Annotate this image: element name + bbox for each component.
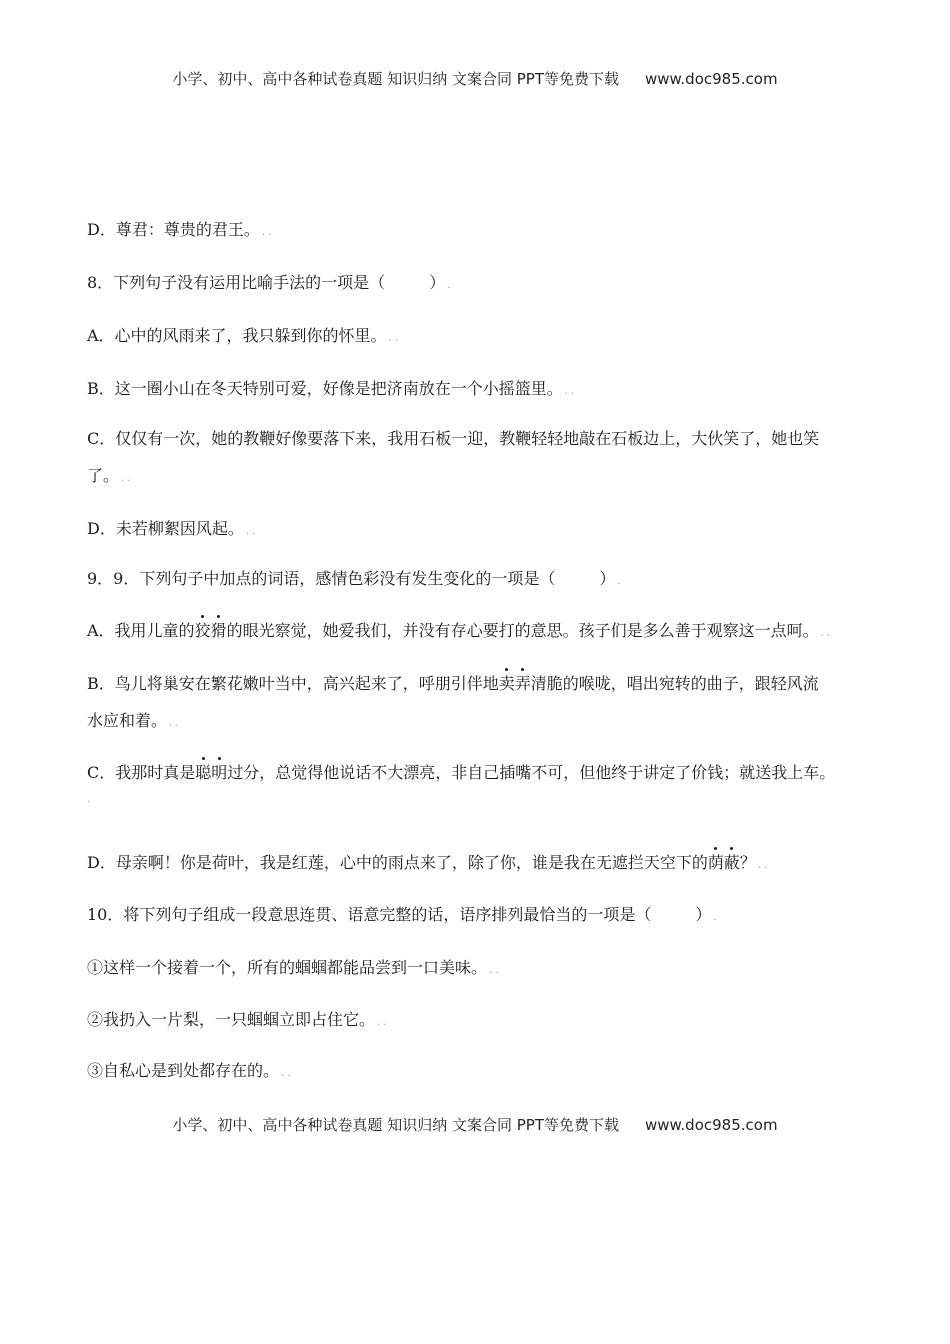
sentence-text: ②我扔入一片梨，一只蝈蝈立即占住它。: [87, 1010, 376, 1029]
question-8-option-b: [87, 378, 574, 403]
question-text: 9．9．下列句子中加点的词语，感情色彩没有发生变化的一项是（: [87, 569, 556, 588]
question-text: 10．将下列句子组成一段意思连贯、语意完整的话，语序排列最恰当的一项是（: [87, 905, 652, 924]
question-9-option-b-line2: [87, 710, 179, 735]
option-text: C．我那时真是: [87, 763, 196, 782]
dotted-char: 蔽: [723, 853, 740, 872]
footer-text: 小学、初中、高中各种试卷真题 知识归纳 文案合同 PPT等免费下载: [172, 1116, 619, 1134]
dotted-char: 荫: [707, 853, 724, 872]
question-close: ）: [429, 273, 446, 292]
dotted-char: 聪: [195, 763, 212, 782]
page-header: [0, 68, 950, 89]
question-9-option-c-mark: [87, 786, 90, 811]
option-text: 了。: [87, 466, 120, 485]
paragraph-mark: .: [617, 576, 621, 587]
paragraph-mark: . .: [281, 1068, 291, 1079]
paragraph-mark: . .: [820, 628, 831, 639]
dotted-char: 猾: [210, 621, 227, 640]
option-text: 水应和着。: [87, 711, 168, 730]
paragraph-mark: . .: [377, 1017, 387, 1028]
option-text: D．母亲啊！你是荷叶，我是红莲，心中的雨点来了，除了你，谁是我在无遮拦天空下的: [87, 853, 708, 872]
dotted-char: 狡: [194, 621, 211, 640]
option-text: 的眼光察觉，她爱我们，并没有存心要打的意思。孩子们是多么善于观察这一点呵。: [226, 621, 819, 640]
question-8-option-d: [87, 518, 255, 543]
header-text: 小学、初中、高中各种试卷真题 知识归纳 文案合同 PPT等免费下载: [172, 70, 619, 88]
paragraph-mark: . .: [261, 227, 272, 238]
dotted-char: 弄: [514, 674, 531, 693]
question-8-option-a: [87, 325, 398, 350]
option-text: A．心中的风雨来了，我只躲到你的怀里。: [87, 326, 387, 345]
paragraph-mark: .: [713, 912, 717, 923]
option-text: C．仅仅有一次，她的教鞭好像要落下来，我用石板一迎，教鞭轻轻地敲在石板边上，大伙笑了，她也笑: [87, 429, 820, 448]
question-text: 8．下列句子没有运用比喻手法的一项是（: [87, 273, 386, 292]
paragraph-mark: . .: [245, 526, 256, 537]
question-9: [87, 568, 621, 593]
question-10: [87, 904, 717, 929]
option-text: B．鸟儿将巢安在繁花嫩叶当中，高兴起来了，呼朋引伴地: [87, 674, 499, 693]
question-8-option-c-line1: [87, 428, 819, 450]
option-text: B．这一圈小山在冬天特别可爱，好像是把济南放在一个小摇篮里。: [87, 379, 563, 398]
question-9-option-a: [87, 620, 830, 645]
question-9-option-c: [87, 762, 835, 784]
question-close: ）: [599, 569, 616, 588]
sentence-text: ③自私心是到处都存在的。: [87, 1061, 280, 1080]
option-text: D．尊君：尊贵的君王。: [87, 220, 260, 239]
paragraph-mark: . .: [489, 965, 499, 976]
paragraph-mark: . .: [757, 860, 768, 871]
option-text: 过分，总觉得他说话不大漂亮，非自己插嘴不可，但他终于讲定了价钱；就送我上车。: [227, 763, 836, 782]
option-text: A．我用儿童的: [87, 621, 195, 640]
question-8: [87, 272, 450, 297]
dotted-char: 卖: [498, 674, 515, 693]
sentence-text: ①这样一个接着一个，所有的蝈蝈都能品尝到一口美味。: [87, 958, 488, 977]
sentence-1: [87, 957, 499, 982]
question-9-option-d: [87, 852, 767, 877]
paragraph-mark: . .: [388, 333, 399, 344]
question-8-option-c-line2: [87, 465, 131, 490]
option-d-previous: [87, 219, 271, 244]
question-9-option-b-line1: [87, 673, 819, 695]
footer-url[interactable]: www.doc985.com: [644, 1116, 778, 1134]
dotted-char: 明: [211, 763, 228, 782]
header-url[interactable]: www.doc985.com: [644, 70, 778, 88]
option-text: ？: [739, 853, 756, 872]
page-footer: [0, 1114, 950, 1135]
paragraph-mark: . .: [121, 473, 131, 484]
option-text: 清脆的喉咙，唱出宛转的曲子，跟轻风流: [530, 674, 819, 693]
question-close: ）: [695, 905, 712, 924]
paragraph-mark: .: [447, 280, 451, 291]
sentence-3: [87, 1060, 291, 1085]
sentence-2: [87, 1009, 387, 1034]
paragraph-mark: .: [87, 794, 91, 805]
paragraph-mark: . .: [169, 718, 179, 729]
option-text: D．未若柳絮因风起。: [87, 519, 244, 538]
paragraph-mark: . .: [564, 386, 575, 397]
